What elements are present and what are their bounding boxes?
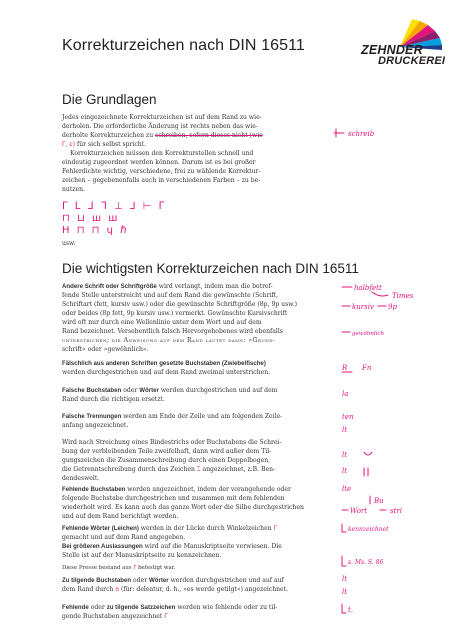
- usw-text: usw.: [62, 240, 76, 247]
- margin-corrections-block8: [340, 572, 400, 598]
- text-fragment: werden durchgestrichen und auf dem: [160, 387, 278, 394]
- text-line: Stelle ist auf der Manuskriptseite zu kennzeichnen.: [62, 552, 222, 559]
- text-fragment: dem Rand durch: [62, 586, 114, 593]
- margin-note-text: lte: [342, 485, 352, 493]
- margin-note-text: gewöhnlich: [352, 331, 385, 337]
- margin-corrections-block2: [340, 360, 400, 374]
- margin-corrections-block5: [340, 448, 400, 478]
- text-line: fende Stelle unterstreicht und auf dem Rand die gewünschte (Schrift,: [62, 292, 279, 299]
- correction-symbols-row-2: ⊓ ⊔ ш ш: [62, 213, 120, 224]
- text-line: werden durchgestrichen und auf dem Rand zweimal unterstrichen.: [62, 369, 271, 376]
- margin-note-text: lt: [342, 451, 348, 459]
- margin-note-text: kennzeichnet: [348, 526, 389, 533]
- block-fehlende-buchstaben: [62, 485, 334, 521]
- text-fragment: derholte Korrekturzeichen zu: [62, 132, 154, 139]
- text-line: [62, 603, 334, 612]
- margin-note-text: 9p: [388, 303, 397, 311]
- margin-note-text: Bu: [374, 497, 384, 505]
- text-line: gemacht und auf dem Rand angegeben.: [62, 534, 186, 541]
- margin-correction-schreib: [332, 126, 402, 140]
- text-line: dendeswelt.: [62, 475, 100, 482]
- margin-note-text: Fn: [362, 364, 372, 372]
- text-fragment: die Getrenntschreibung durch das Zeichen: [62, 466, 195, 473]
- correction-symbols-row-3: Η ⊓ ⊓ ɥ ℏ: [62, 225, 129, 236]
- text-line: [62, 564, 334, 573]
- logo-text-zehnder: ZEHNDER: [361, 43, 423, 57]
- block-lead: Zu tilgende Buchstaben: [62, 577, 132, 584]
- text-fragment: wird auf die Manuskriptseite verwiesen. Die: [144, 543, 282, 550]
- text-line: [62, 576, 334, 585]
- margin-note-text: schreib: [348, 130, 375, 138]
- text-line: Schriftart (fett, kursiv usw.) oder die gewünschte Schriftgröße (8p, 9p usw.): [62, 301, 298, 308]
- text-line: schrift« oder »gewöhnlich«.: [62, 346, 149, 353]
- text-line: unterstrichen; die Anweisung auf dem Rand lautet dann: »Grund-: [62, 337, 276, 344]
- margin-note-text: lt: [342, 575, 348, 583]
- block-lead: Falsche Buchstaben: [62, 387, 122, 394]
- block-falsche-trennungen: [62, 412, 334, 430]
- section-heading-wichtigsten: Die wichtigsten Korrekturzeichen nach DIN 16511: [62, 261, 359, 276]
- block-lead: Satzzeichen: [140, 604, 176, 611]
- block-lead: Falsche Trennungen: [62, 413, 122, 420]
- text-line: [62, 612, 334, 621]
- text-fragment: oder: [90, 604, 105, 611]
- text-fragment: (für: deleatur, d. h., »es werde getilgt«) angezeichnet.: [120, 586, 289, 593]
- block-falsche-buchstaben: [62, 386, 334, 404]
- text-line: und auf dem Rand berichtigt werden.: [62, 513, 179, 520]
- block-zwiebelfische: [62, 359, 334, 377]
- text-fragment: werden in der Lücke durch Winkelzeichen: [140, 525, 272, 532]
- text-line: gungszeichen die Zusammenschreibung durch einen Doppelbogen,: [62, 457, 271, 464]
- text-line: bung der verbleibenden Teile zweifelhaft, dann wird außer dem Til-: [62, 448, 272, 455]
- text-line: folgende Buchstabe durchgestrichen und zusammen mit dem fehlenden: [62, 495, 285, 502]
- margin-note-text: Wort: [350, 507, 368, 515]
- block-bindestrich: [62, 438, 334, 483]
- block-fehlende-woerter: [62, 524, 334, 573]
- text-line: eindeutig zugeordnet werden können. Darum ist es bei großer: [62, 159, 256, 166]
- margin-note-text: la: [342, 390, 349, 398]
- correction-mark-icon: ᒥ, ɕ): [62, 141, 76, 148]
- margin-note-text: lt: [342, 467, 348, 475]
- margin-note-text: lt: [342, 588, 348, 596]
- text-fragment: schreiben, sofern dieses nicht (wie: [155, 132, 263, 139]
- text-line: [62, 524, 334, 533]
- margin-corrections-block7: [340, 522, 450, 570]
- text-line: wiederholt wird. Es kann auch das ganze Wort oder die Silbe durchgestrichen: [62, 504, 304, 511]
- block-lead: Andere Schrift oder Schriftgröße: [62, 283, 157, 290]
- correction-symbols-row-1: ᒥ ᒪ ᒧ ᒣ ⊥ ⅃ ⊢ ᒥ: [62, 201, 167, 212]
- text-fragment: wird verlangt, indem man die betref-: [158, 283, 273, 290]
- text-fragment: für sich selbst spricht.: [77, 141, 147, 148]
- text-fragment: gende Buchstaben angezeichnet: [62, 613, 163, 620]
- text-fragment: werden wie fehlende oder zu til-: [177, 604, 278, 611]
- page-title: Korrekturzeichen nach DIN 16511: [62, 37, 305, 54]
- margin-note-text: R: [342, 364, 348, 372]
- section-heading-grundlagen: Die Grundlagen: [62, 92, 157, 107]
- text-fragment: Diese Presse bestand aus: [62, 565, 132, 571]
- text-line: Rand bezeichnet. Versehentlich falsch Hervorgehobenes wird ebenfalls: [62, 328, 283, 335]
- text-fragment: oder: [133, 577, 148, 584]
- separator-mark-icon: ⌶: [196, 466, 201, 473]
- margin-note-text: stri: [390, 507, 402, 515]
- text-fragment: werden angezeichnet, indem der vorangehende oder: [127, 486, 291, 493]
- text-fragment: werden am Ende der Zeile und am folgenden Zeile-: [123, 413, 283, 420]
- block-lead: Bei größeren Auslassungen: [62, 543, 143, 550]
- text-line: Wird nach Streichung eines Bindestrichs oder Buchstabens die Schrei-: [62, 439, 282, 446]
- text-line: anfang angezeichnet.: [62, 422, 129, 429]
- margin-corrections-block3: [340, 386, 380, 400]
- text-line: derholen. Die erforderliche Änderung ist rechts neben das wie-: [62, 123, 258, 130]
- block-lead: Fehlende Buchstaben: [62, 486, 126, 493]
- margin-corrections-block6: [340, 482, 450, 518]
- block-satzzeichen: [62, 603, 334, 621]
- text-line: Korrekturzeichen müssen den Korrekturstellen schnell und: [70, 150, 254, 157]
- margin-corrections-block1: [340, 282, 450, 342]
- block-lead: Fehlende: [62, 604, 89, 611]
- margin-note-text: Times: [392, 292, 414, 300]
- text-line: [62, 542, 334, 551]
- block-schrift: [62, 282, 334, 354]
- deleatur-mark-icon: ꝺ: [115, 586, 120, 593]
- text-line: Rand durch die richtigen ersetzt.: [62, 396, 165, 403]
- margin-note-text: lt: [342, 426, 348, 434]
- logo-text-druckerei: DRUCKEREI: [378, 55, 446, 67]
- text-line: nutzen.: [62, 186, 85, 193]
- text-line: [62, 465, 334, 474]
- margin-note-text: ten: [342, 413, 354, 421]
- text-line: zeichen – gegebenenfalls auch in verschiedenen Farben – zu be-: [62, 177, 261, 184]
- angle-mark-icon: ᒥ: [164, 613, 168, 620]
- margin-note-text: kursiv: [352, 303, 374, 311]
- margin-corrections-block9: [340, 602, 380, 616]
- margin-note-text: s. Ms. S. 86: [348, 559, 384, 566]
- text-line: oder beides (8p fett, 9p kursiv usw.) vermerkt. Gewünschte Kursivschrift: [62, 310, 288, 317]
- text-line: wird oft nur durch eine Wellenlinie unter dem Wort und auf dem: [62, 319, 262, 326]
- text-line: [62, 386, 334, 395]
- margin-corrections-block4: [340, 410, 380, 436]
- text-line: [62, 412, 334, 421]
- zehnder-logo: [352, 17, 444, 67]
- text-fragment: oder: [123, 387, 138, 394]
- text-fragment: befestigt war.: [138, 565, 176, 571]
- angle-mark-icon: ᒥ: [273, 525, 277, 532]
- text-line: [62, 485, 334, 494]
- block-lead: Fehlende Wörter (Leichen): [62, 525, 139, 532]
- text-line: Jedes eingezeichnete Korrekturzeichen ist auf dem Rand zu wie-: [62, 114, 262, 121]
- text-line: [62, 140, 380, 149]
- text-line: [62, 282, 334, 291]
- block-zu-tilgende: [62, 576, 334, 594]
- block-lead: Fälschlich aus anderen Schriften gesetzte Buchstaben (Zwiebelfische): [62, 360, 266, 367]
- block-lead: Wörter: [139, 387, 159, 394]
- block-lead: zu tilgende: [106, 604, 139, 611]
- margin-note-text: halbfett: [354, 284, 382, 292]
- text-line: [62, 585, 334, 594]
- block-lead: Wörter: [149, 577, 169, 584]
- text-line: Fehlerdichte wichtig, verschiedene, frei zu wählende Korrektur-: [62, 168, 261, 175]
- text-fragment: werden durchgestrichen und auf auf: [170, 577, 284, 584]
- angle-mark-icon: ᒥ: [133, 565, 137, 571]
- margin-note-text: t.: [348, 606, 354, 614]
- text-fragment: angezeichnet, z.B. Ben-: [202, 466, 276, 473]
